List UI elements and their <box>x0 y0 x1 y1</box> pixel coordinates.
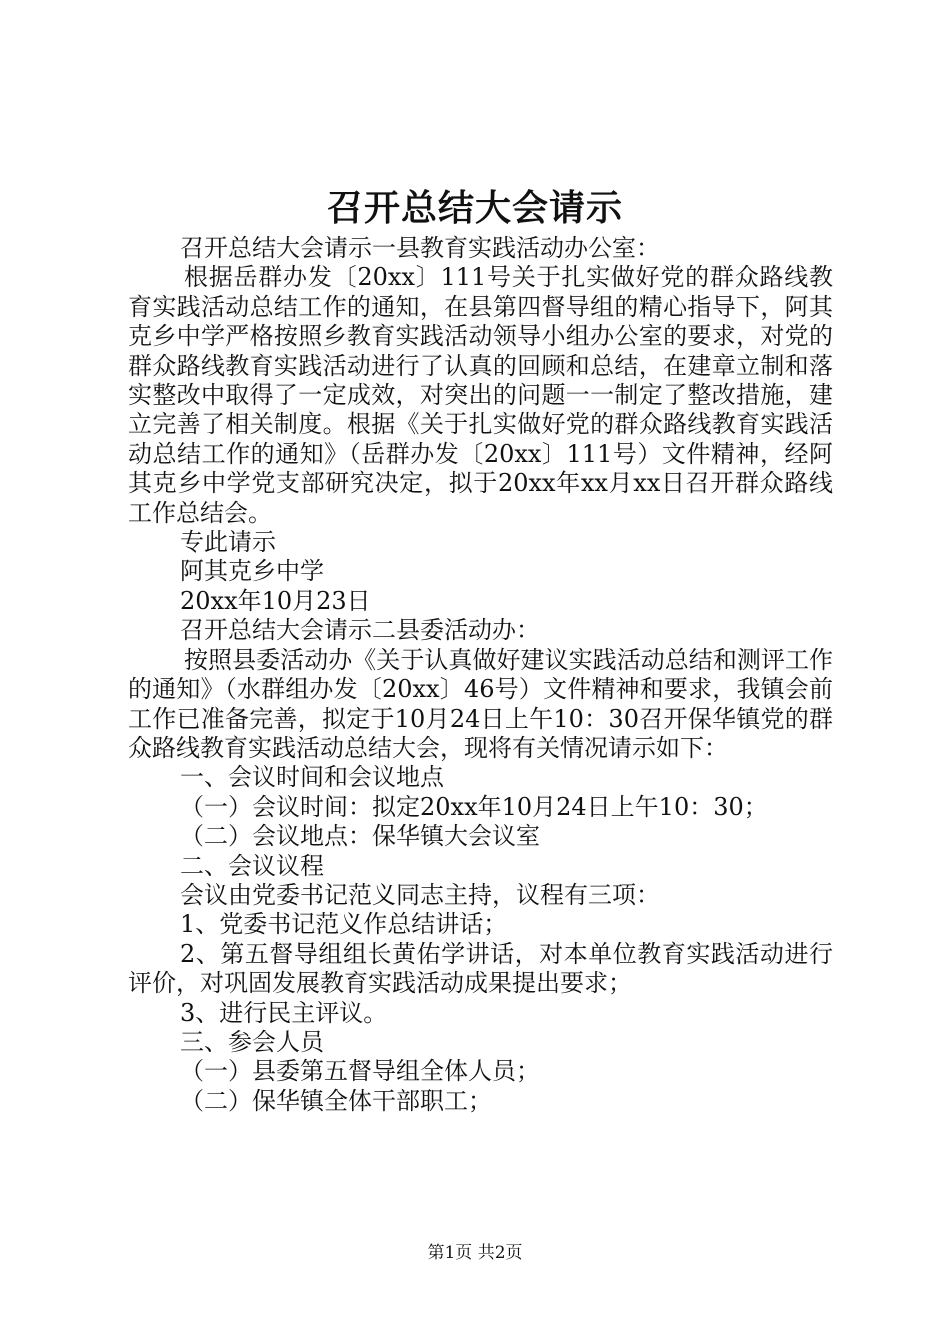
body-paragraph: 二、会议议程 <box>180 851 324 880</box>
body-paragraph: （二）会议地点：保华镇大会议室 <box>180 822 540 851</box>
body-paragraph: 按照县委活动办《关于认真做好建议实践活动总结和测评工作的通知》（水群组办发〔20xx〕46号）文件精神和要求，我镇会前工作已准备完善，拟定于10月24日上午10：30召开保华镇党的群众路线教育实践活动总结大会，现将有关情况请示如下： <box>128 645 833 762</box>
body-paragraph: 三、参会人员 <box>180 1027 324 1056</box>
body-paragraph: 20xx年10月23日 <box>180 586 371 615</box>
body-paragraph: （二）保华镇全体干部职工； <box>180 1086 492 1115</box>
body-paragraph: 1、党委书记范义作总结讲话； <box>180 910 508 939</box>
body-paragraph: 召开总结大会请示一县教育实践活动办公室： <box>180 234 660 262</box>
body-paragraph: 根据岳群办发〔20xx〕111号关于扎实做好党的群众路线教育实践活动总结工作的通知，在县第四督导组的精心指导下，阿其克乡中学严格按照乡教育实践活动领导小组办公室的要求，对党的群众路线教育实践活动进行了认真的回顾和总结，在建章立制和落实整改中取得了一定成效，对突出的问题一一制定了整改措施，建立完善了相关制度。根据《关于扎实做好党的群众路线教育实践活动总结工作的通知》（岳群办发〔20xx〕111号）文件精神，经阿其克乡中学党支部研究决定，拟于20xx年xx月xx日召开群众路线工作总结会。 <box>128 263 833 527</box>
body-paragraph: （一）县委第五督导组全体人员； <box>180 1057 540 1086</box>
body-paragraph: （一）会议时间：拟定20xx年10月24日上午10：30； <box>180 792 768 821</box>
body-paragraph: 专此请示 <box>180 528 276 557</box>
body-paragraph: 2、第五督导组组长黄佑学讲话，对本单位教育实践活动进行评价，对巩固发展教育实践活动成果提出要求； <box>128 939 833 998</box>
body-paragraph: 会议由党委书记范义同志主持，议程有三项： <box>180 880 660 909</box>
document-body <box>128 234 833 1116</box>
body-paragraph: 召开总结大会请示二县委活动办： <box>180 616 540 645</box>
document-title: 召开总结大会请示 <box>326 187 623 229</box>
body-paragraph: 阿其克乡中学 <box>180 557 324 586</box>
page-footer: 第1页 共2页 <box>427 1243 523 1263</box>
body-paragraph: 一、会议时间和会议地点 <box>180 763 444 792</box>
body-paragraph: 3、进行民主评议。 <box>180 998 388 1027</box>
